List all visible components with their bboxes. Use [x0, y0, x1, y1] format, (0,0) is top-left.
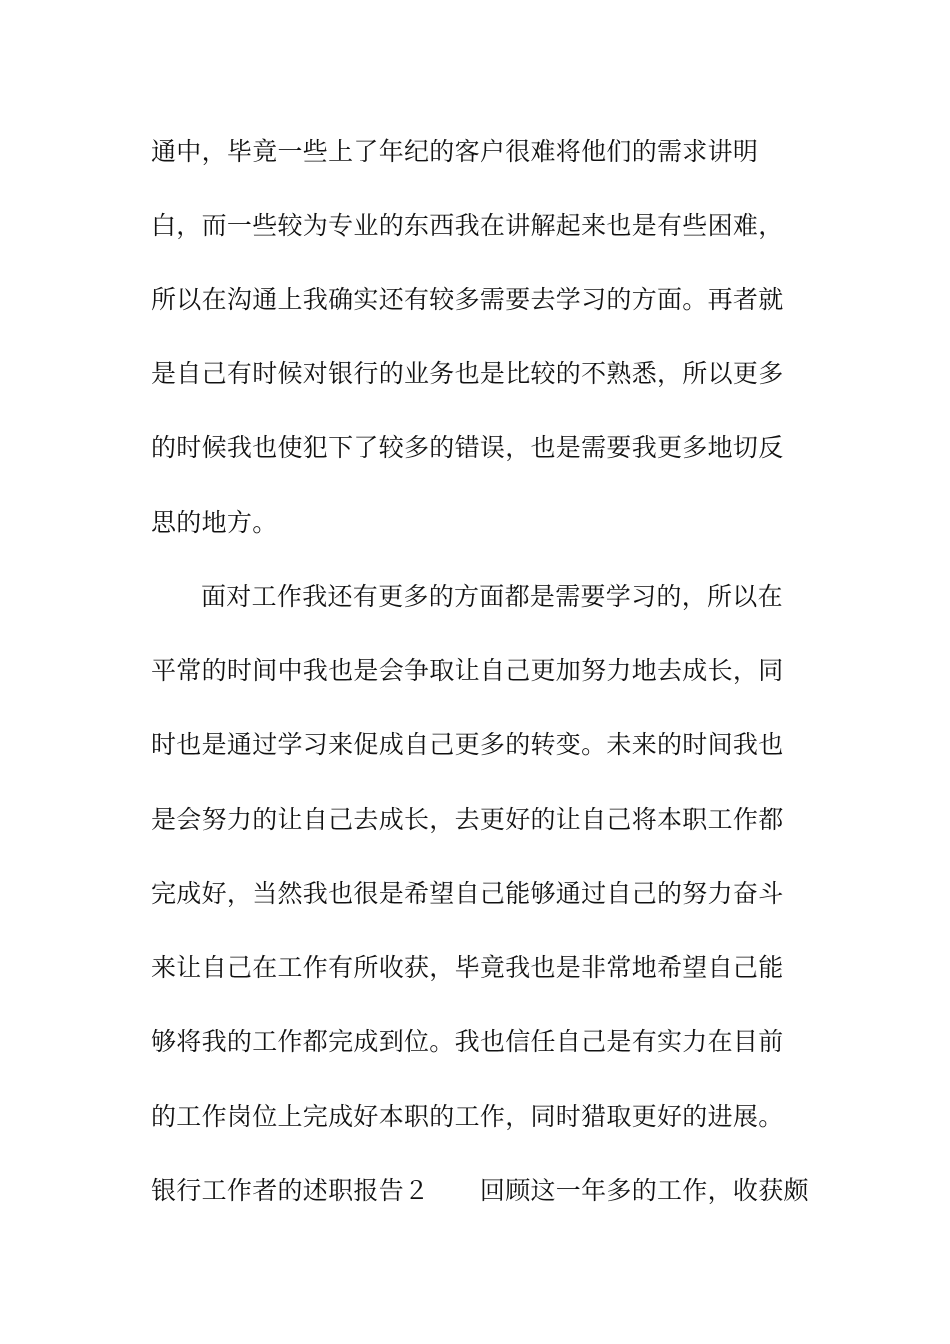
text-line: 平常的时间中我也是会争取让自己更加努力地去成长，同 — [151, 656, 784, 685]
text-line: 完成好，当然我也很是希望自己能够通过自己的努力奋斗 — [151, 879, 784, 908]
text-line: 的工作岗位上完成好本职的工作，同时猎取更好的进展。 — [151, 1102, 784, 1131]
text-line: 的时候我也使犯下了较多的错误，也是需要我更多地切反 — [151, 433, 784, 462]
text-line: 思的地方。 — [151, 508, 278, 537]
text-line: 白，而一些较为专业的东西我在讲解起来也是有些困难， — [151, 211, 784, 240]
text-line: 所以在沟通上我确实还有较多需要去学习的方面。再者就 — [151, 285, 784, 314]
section-heading-line: 银行工作者的述职报告２ 回顾这一年多的工作，收获颇 — [151, 1176, 809, 1205]
text-line: 够将我的工作都完成到位。我也信任自己是有实力在目前 — [151, 1027, 784, 1056]
paragraph-first-line: 面对工作我还有更多的方面都是需要学习的，所以在 — [201, 582, 783, 611]
text-line: 时也是通过学习来促成自己更多的转变。未来的时间我也 — [151, 730, 784, 759]
text-line: 是自己有时候对银行的业务也是比较的不熟悉，所以更多 — [151, 359, 784, 388]
text-line: 是会努力的让自己去成长，去更好的让自己将本职工作都 — [151, 805, 784, 834]
text-line: 通中，毕竟一些上了年纪的客户很难将他们的需求讲明 — [151, 137, 759, 166]
text-line: 来让自己在工作有所收获，毕竟我也是非常地希望自己能 — [151, 953, 784, 982]
